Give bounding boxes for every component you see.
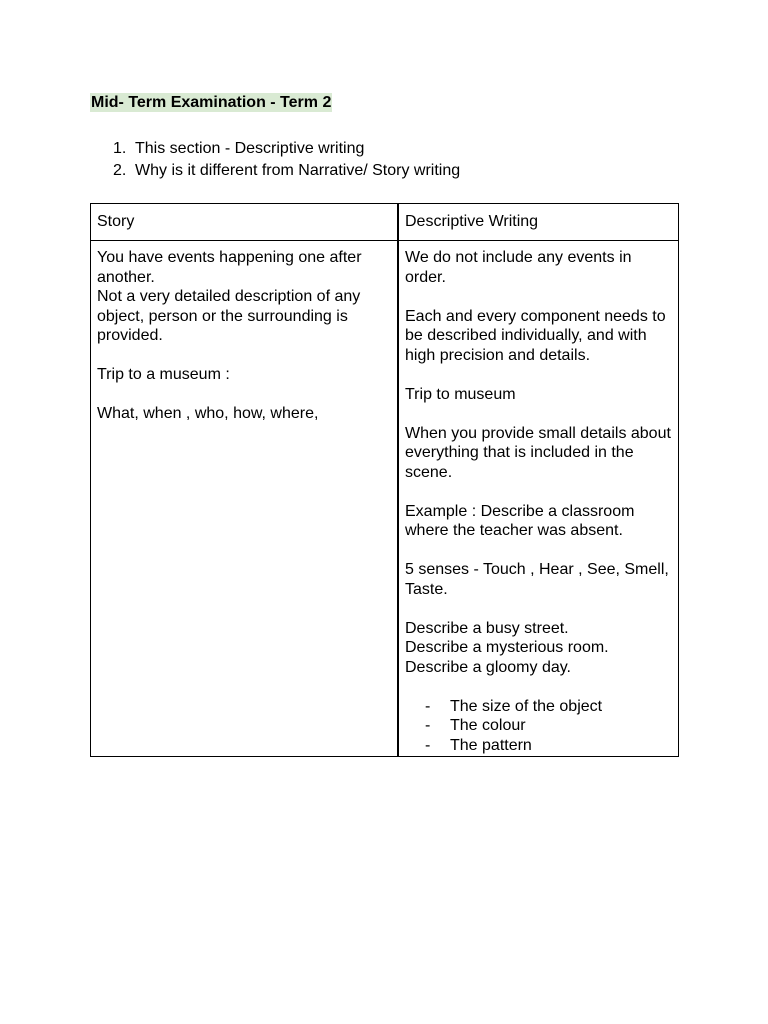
bullet-dash: - (425, 717, 431, 734)
list-item (113, 138, 460, 160)
story-cell (91, 241, 399, 757)
list-item-text: This section - Descriptive writing (135, 140, 365, 157)
paragraph-spacer (405, 482, 672, 502)
cell-paragraph: Describe a gloomy day. (405, 658, 571, 676)
paragraph-spacer (405, 677, 672, 697)
bullet-text: The colour (450, 717, 526, 734)
paragraph-spacer (405, 365, 672, 385)
cell-paragraph: Trip to museum (405, 385, 516, 403)
descriptive-paragraphs (405, 248, 676, 697)
bullet-text: The size of the object (450, 697, 603, 715)
table-header-story: Story (91, 204, 399, 241)
cell-paragraph: Describe a busy street. (405, 619, 569, 637)
paragraph-spacer (405, 287, 672, 307)
list-item (113, 160, 460, 182)
list-item-text: Why is it different from Narrative/ Story writing (135, 162, 461, 179)
table-row (91, 241, 679, 757)
numbered-list (113, 138, 460, 182)
cell-paragraph: Trip to a museum : (97, 366, 230, 383)
comparison-table (90, 203, 679, 757)
descriptive-bullet-list (405, 697, 672, 756)
cell-paragraph: We do not include any events in order. (405, 249, 636, 286)
cell-paragraph: Describe a mysterious room. (405, 639, 609, 656)
cell-paragraph: Each and every component needs to be described individually, and with high precision and details. (405, 307, 671, 364)
list-item (425, 736, 672, 756)
bullet-dash: - (425, 697, 431, 715)
bullet-dash: - (425, 736, 431, 754)
cell-paragraph: You have events happening one after another. (97, 249, 366, 286)
paragraph-spacer (97, 385, 391, 405)
descriptive-cell (398, 241, 679, 757)
cell-paragraph: Not a very detailed description of any object, person or the surrounding is provided. (97, 288, 365, 344)
list-item (425, 716, 672, 736)
cell-paragraph: What, when , who, how, where, (97, 405, 319, 422)
table-header-descriptive: Descriptive Writing (398, 204, 679, 241)
list-number: 1. (113, 140, 127, 157)
cell-paragraph: Example : Describe a classroom where the teacher was absent. (405, 502, 639, 539)
paragraph-spacer (405, 599, 672, 619)
paragraph-spacer (405, 541, 672, 561)
list-number: 2. (113, 162, 127, 179)
document-title: Mid- Term Examination - Term 2 (91, 94, 332, 111)
cell-paragraph: When you provide small details about everything that is included in the scene. (405, 424, 676, 481)
paragraph-spacer (405, 404, 672, 424)
bullet-text: The pattern (450, 736, 532, 754)
cell-paragraph: 5 senses - Touch , Hear , See, Smell, Taste. (405, 561, 673, 598)
story-paragraphs (97, 248, 391, 424)
table-header-row (91, 204, 679, 241)
list-item (425, 697, 672, 717)
paragraph-spacer (97, 346, 391, 366)
